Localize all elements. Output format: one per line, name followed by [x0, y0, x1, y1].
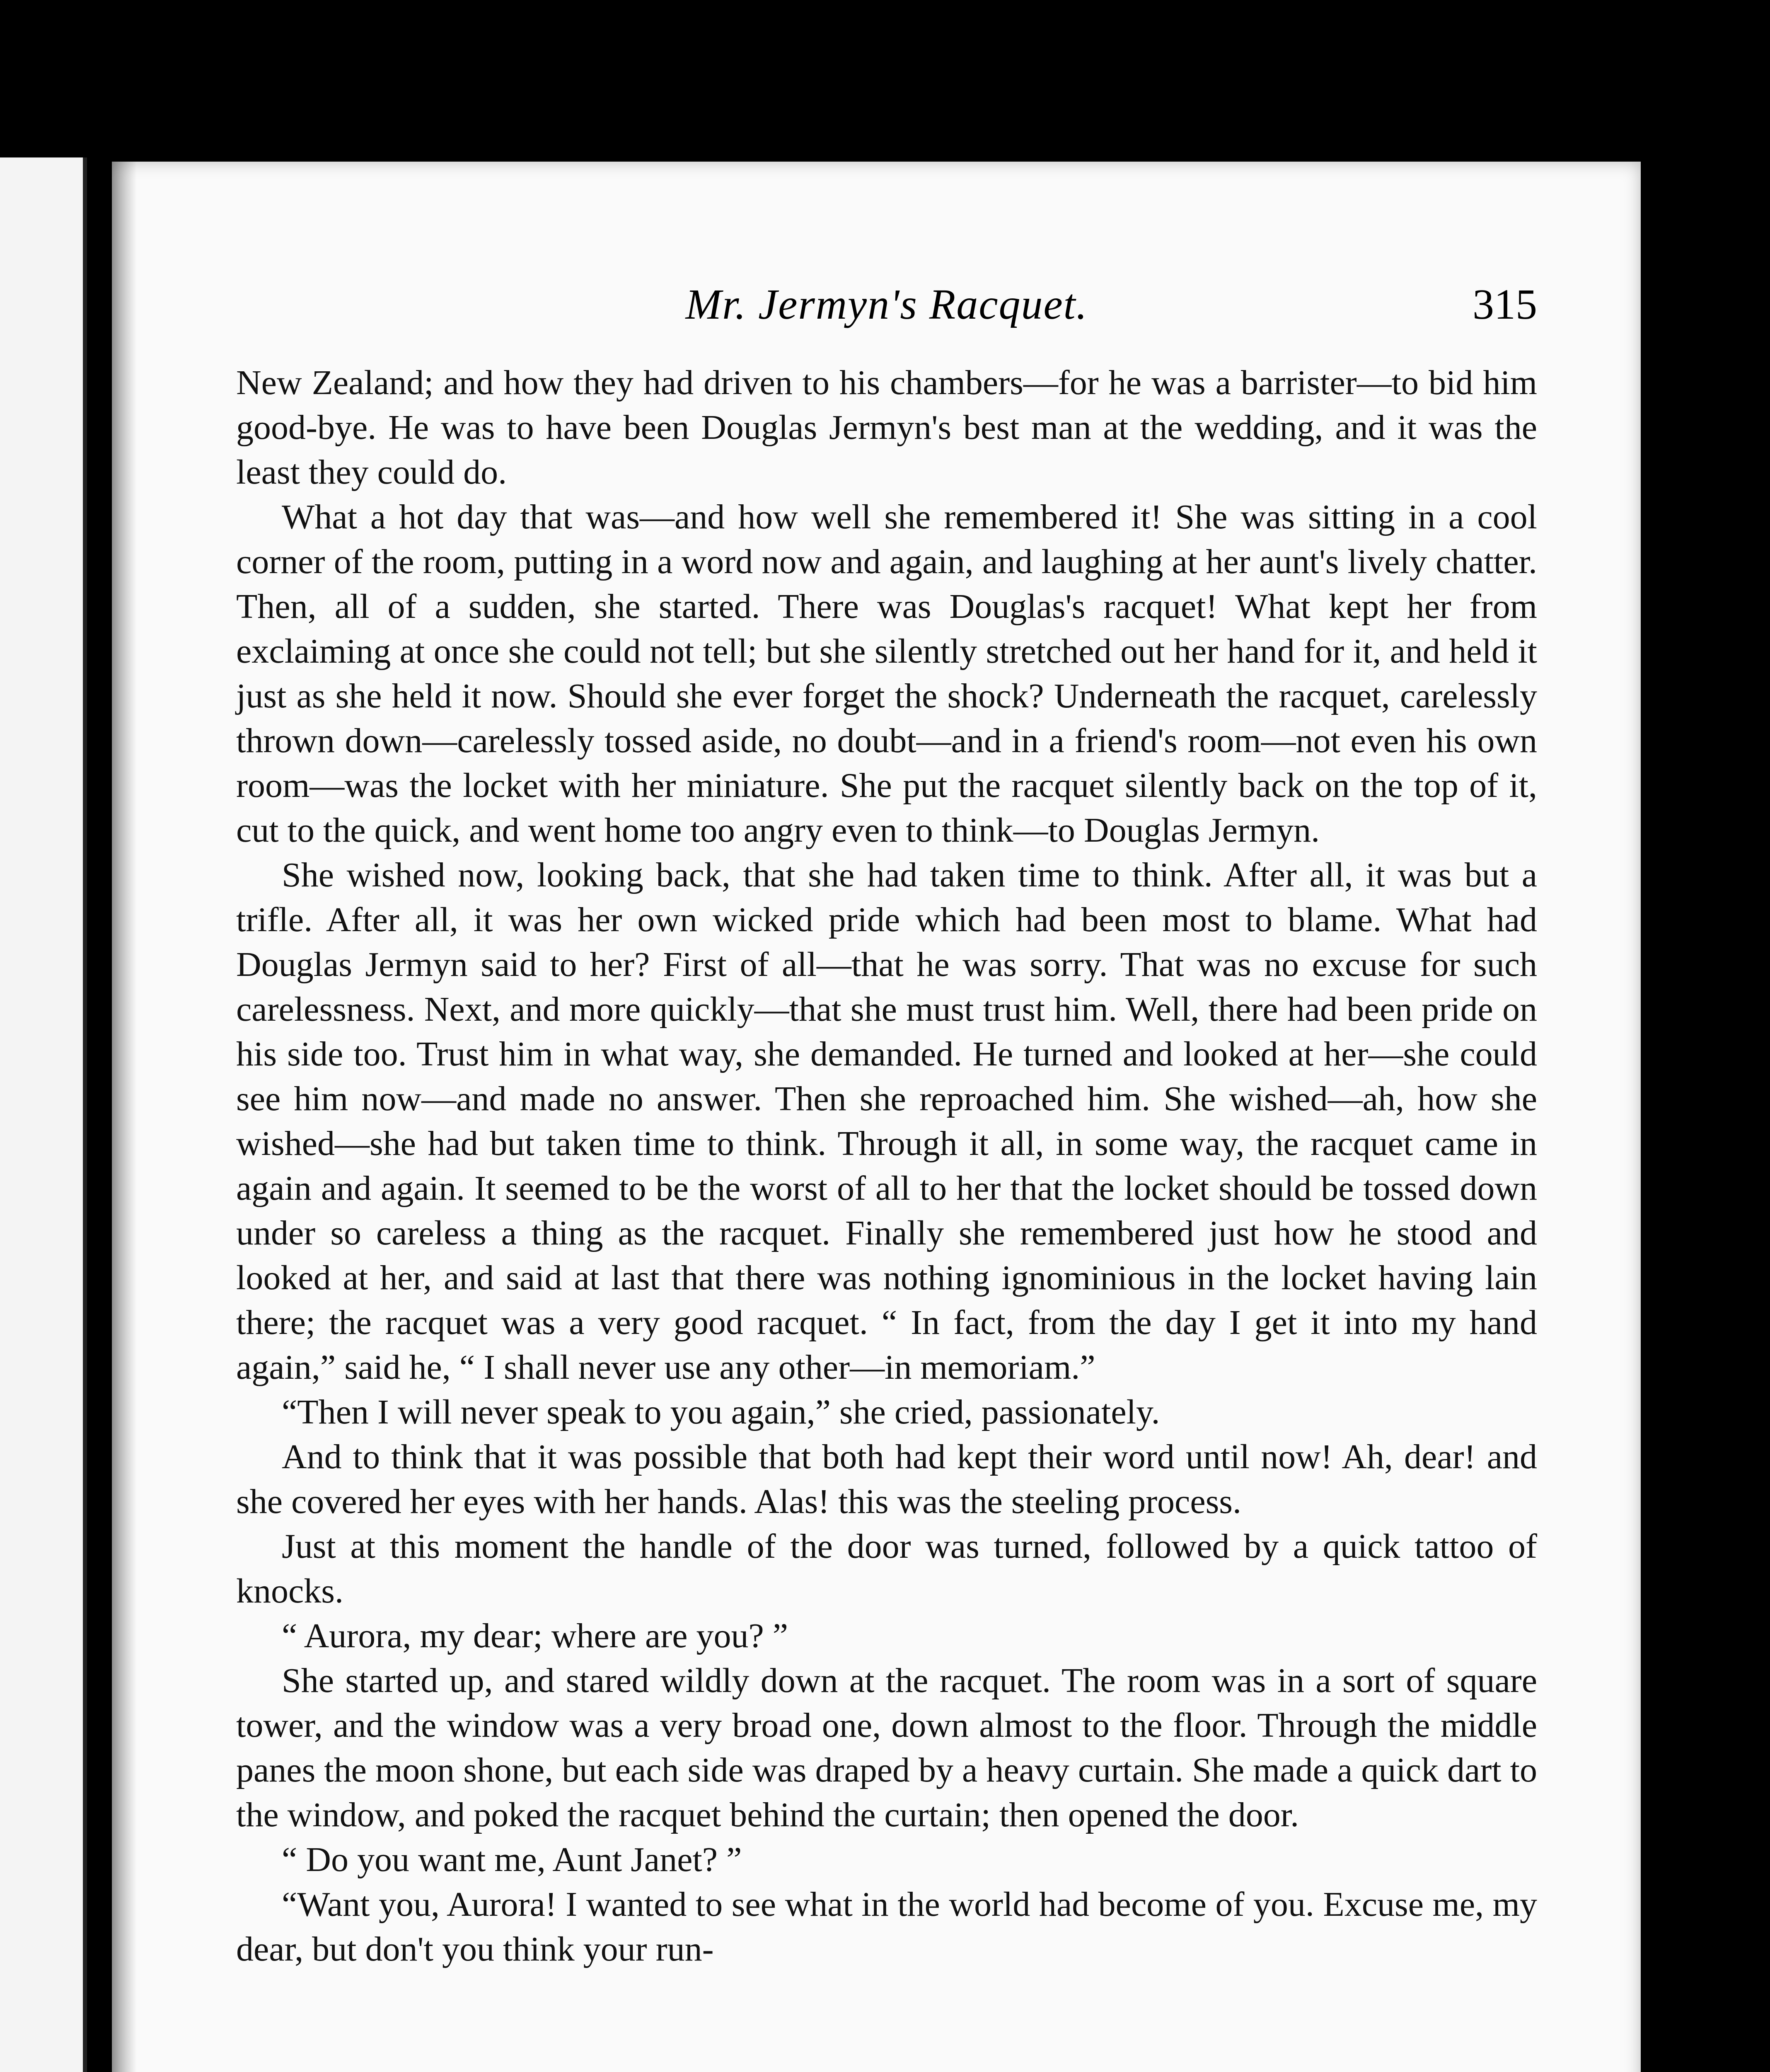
paragraph: “Want you, Aurora! I wanted to see what in the world had become of you. Excuse me, my dear, but don't you think your run-: [236, 1885, 1537, 1968]
gutter-shadow: [112, 162, 137, 2072]
book-page: [112, 162, 1641, 2072]
paragraph: “Then I will never speak to you again,” she cried, passionately.: [282, 1393, 1160, 1431]
paragraph: “ Aurora, my dear; where are you? ”: [282, 1617, 788, 1655]
paragraph-continued: New Zealand; and how they had driven to his chambers—for he was a barrister—to bid him good-bye. He was to have been Douglas Jermyn's best man at the wedding, and it was the least they could do.: [236, 363, 1537, 491]
paragraph: What a hot day that was—and how well she remembered it! She was sitting in a cool corner of the room, putting in a word now and again, and laughing at her aunt's lively chatter. Then, all of a sudden, she started. There was Douglas's racquet! What kept her from exclaiming at once she could not tell; but she silently stretched out her hand for it, and held it just as she held it now. Should she ever forget the shock? Underneath the racquet, carelessly thrown down—carelessly tossed aside, no doubt—and in a friend's room—not even his own room—was the locket with her miniature. She put the racquet silently back on the top of it, cut to the quick, and went home too angry even to think—to Douglas Jermyn.: [236, 498, 1537, 850]
body-text: [236, 361, 1537, 1972]
paragraph: She wished now, looking back, that she had taken time to think. After all, it was but a trifle. After all, it was her own wicked pride which had been most to blame. What had Douglas Jermyn said to her? First of all—that he was sorry. That was no excuse for such carelessness. Next, and more quickly—that she must trust him. Well, there had been pride on his side too. Trust him in what way, she demanded. He turned and looked at her—she could see him now—and made no answer. Then she reproached him. She wished—ah, how she wished—she had but taken time to think. Through it all, in some way, the racquet came in again and again. It seemed to be the worst of all to her that the locket should be tossed down under so careless a thing as the racquet. Finally she remembered just how he stood and looked at her, and said at last that there was nothing ignominious in the locket having lain there; the racquet was a very good racquet. “ In fact, from the day I get it into my hand again,” said he, “ I shall never use any other—in memoriam.”: [236, 856, 1537, 1387]
paragraph: And to think that it was possible that both had kept their word until now! Ah, dear! and she covered her eyes with her hands. Alas! this was the steeling process.: [236, 1438, 1537, 1521]
paragraph: She started up, and stared wildly down at the racquet. The room was in a sort of square tower, and the window was a very broad one, down almost to the floor. Through the middle panes the moon shone, but each side was draped by a heavy curtain. She made a quick dart to the window, and poked the racquet behind the curtain; then opened the door.: [236, 1661, 1537, 1834]
paragraph: Just at this moment the handle of the door was turned, followed by a quick tattoo of knocks.: [236, 1527, 1537, 1610]
page-number: 315: [1473, 281, 1537, 328]
running-title: Mr. Jermyn's Racquet.: [685, 281, 1088, 328]
facing-page-edge: [0, 157, 87, 2072]
running-head: [236, 274, 1537, 336]
paragraph: “ Do you want me, Aunt Janet? ”: [282, 1840, 742, 1879]
